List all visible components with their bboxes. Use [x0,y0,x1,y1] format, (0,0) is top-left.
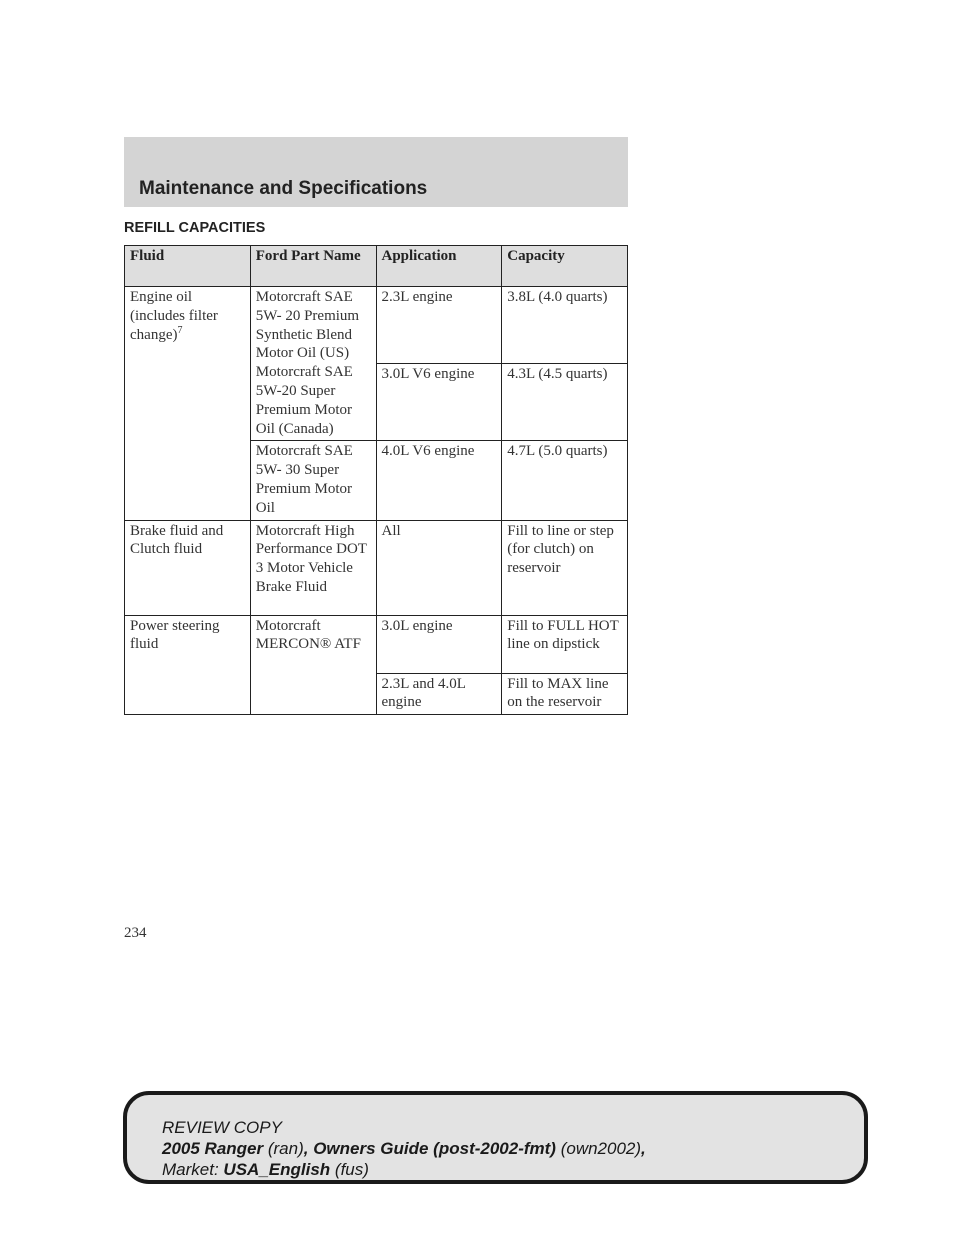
capacity-cell: 4.3L (4.5 quarts) [502,364,628,441]
part-name-cell: Motorcraft MERCON® ATF [250,615,376,715]
model-code: (ran) [267,1139,304,1158]
application-cell: 2.3L and 4.0L engine [376,673,502,715]
capacity-cell: Fill to MAX line on the reservoir [502,673,628,715]
page-number: 234 [124,925,147,941]
market-label: Market: [162,1160,219,1179]
table-row [125,287,628,364]
part-name-cell: Motorcraft SAE 5W- 20 Premium Synthetic Blend Motor Oil (US) Motorcraft SAE 5W-20 Super Premium Motor Oil (Canada) [250,287,376,441]
capacity-cell: Fill to FULL HOT line on dipstick [502,615,628,673]
application-cell: 4.0L V6 engine [376,441,502,520]
table-row [125,520,628,615]
fluid-text: Engine oil (includes filter change) [130,289,218,343]
review-copy-text [162,1117,646,1180]
application-cell: 3.0L V6 engine [376,364,502,441]
table-header-row [125,246,628,287]
application-cell: 2.3L engine [376,287,502,364]
column-header-application: Application [376,246,502,287]
refill-capacities-table [124,245,628,715]
column-header-capacity: Capacity [502,246,628,287]
capacity-cell: 3.8L (4.0 quarts) [502,287,628,364]
application-cell: All [376,520,502,615]
subsection-title: REFILL CAPACITIES [124,220,266,236]
section-title: Maintenance and Specifications [139,178,428,199]
footnote-marker: 7 [177,324,183,336]
review-copy-market-line [162,1159,646,1180]
guide-comma: , [641,1139,646,1158]
capacity-cell: 4.7L (5.0 quarts) [502,441,628,520]
fluid-cell [125,287,251,521]
table-row [125,615,628,673]
column-header-part-name: Ford Part Name [250,246,376,287]
guide-name: , Owners Guide (post-2002-fmt) [303,1139,556,1158]
application-cell: 3.0L engine [376,615,502,673]
capacity-cell: Fill to line or step (for clutch) on reservoir [502,520,628,615]
part-name-cell: Motorcraft High Performance DOT 3 Motor Vehicle Brake Fluid [250,520,376,615]
column-header-fluid: Fluid [125,246,251,287]
market-code: (fus) [334,1160,369,1179]
fluid-cell: Power steering fluid [125,615,251,715]
model-name: 2005 Ranger [162,1139,264,1158]
fluid-cell: Brake fluid and Clutch fluid [125,520,251,615]
review-copy-guide-line [162,1138,646,1159]
market-name: USA_English [223,1160,331,1179]
part-name-cell: Motorcraft SAE 5W- 30 Super Premium Motor Oil [250,441,376,520]
guide-code: (own2002) [560,1139,642,1158]
review-copy-label: REVIEW COPY [162,1118,282,1137]
